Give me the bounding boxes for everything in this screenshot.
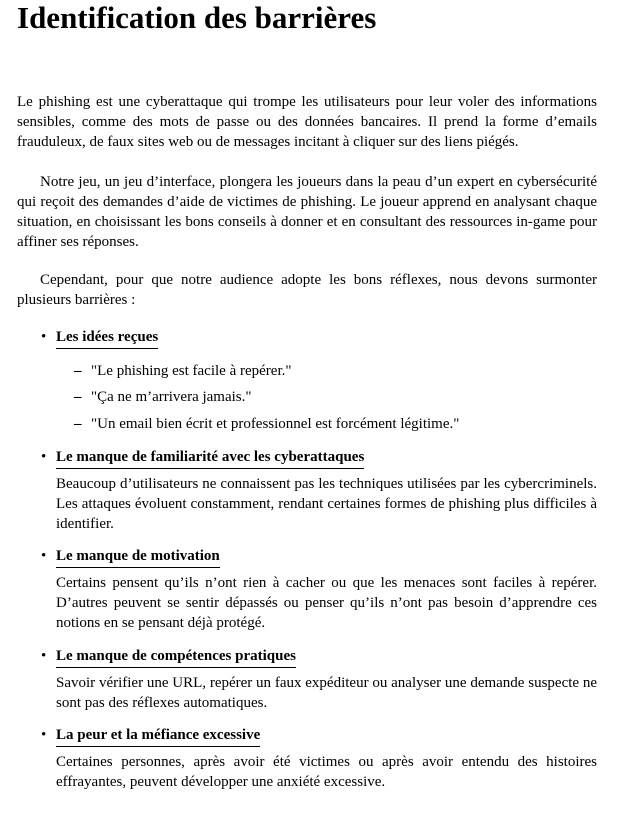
dash-marker: – — [74, 389, 82, 405]
bullet-marker: • — [41, 548, 47, 564]
barrier-heading: Le manque de compétences pratiques — [56, 646, 296, 668]
dash-marker: – — [74, 416, 82, 432]
barrier-description: Certains pensent qu’ils n’ont rien à cacher ou que les menaces sont faciles à repérer. D’autres peuvent se sentir dépassés ou penser qu’ils n’ont pas besoin d’apprendre ces notions en se pensant déjà protégé. — [56, 575, 597, 631]
quote-text: "Un email bien écrit et professionnel est forcément légitime." — [91, 416, 460, 432]
barrier-description: Certaines personnes, après avoir été victimes ou après avoir entendu des histoires effrayantes, peuvent développer une anxiété excessive. — [56, 754, 597, 790]
barrier-description: Savoir vérifier une URL, repérer un faux expéditeur ou analyser une demande suspecte ne sont pas des réflexes automatiques. — [56, 675, 597, 711]
intro-paragraph: Le phishing est une cyberattaque qui trompe les utilisateurs pour leur voler des informations sensibles, comme des mots de passe ou des données bancaires. Il prend la forme d’emails frauduleux, de faux sites web ou de messages incitant à cliquer sur des liens piégés. — [17, 94, 597, 150]
barrier-heading: Le manque de motivation — [56, 546, 220, 568]
barriers-intro-paragraph: Cependant, pour que notre audience adopte les bons réflexes, nous devons surmonter plusieurs barrières : — [17, 272, 597, 308]
bullet-marker: • — [41, 648, 47, 664]
bullet-marker: • — [41, 727, 47, 743]
quote-text: "Ça ne m’arrivera jamais." — [91, 389, 252, 405]
dash-marker: – — [74, 363, 82, 379]
game-description-paragraph: Notre jeu, un jeu d’interface, plongera les joueurs dans la peau d’un expert en cybersécurité qui reçoit des demandes d’aide de victimes de phishing. Le joueur apprend en analysant chaque situation, en choisissant les bons conseils à donner et en consultant des ressources in-game pour affiner ses réponses. — [17, 174, 597, 250]
page-title: Identification des barrières — [17, 0, 377, 35]
barrier-description: Beaucoup d’utilisateurs ne connaissent pas les techniques utilisées par les cybercriminels. Les attaques évoluent constamment, rendant certaines formes de phishing plus difficiles à identifier. — [56, 476, 597, 532]
barrier-heading: La peur et la méfiance excessive — [56, 725, 260, 747]
quote-text: "Le phishing est facile à repérer." — [91, 363, 292, 379]
barrier-heading: Les idées reçues — [56, 327, 158, 349]
bullet-marker: • — [41, 329, 47, 345]
barrier-heading: Le manque de familiarité avec les cyberattaques — [56, 447, 364, 469]
bullet-marker: • — [41, 449, 47, 465]
